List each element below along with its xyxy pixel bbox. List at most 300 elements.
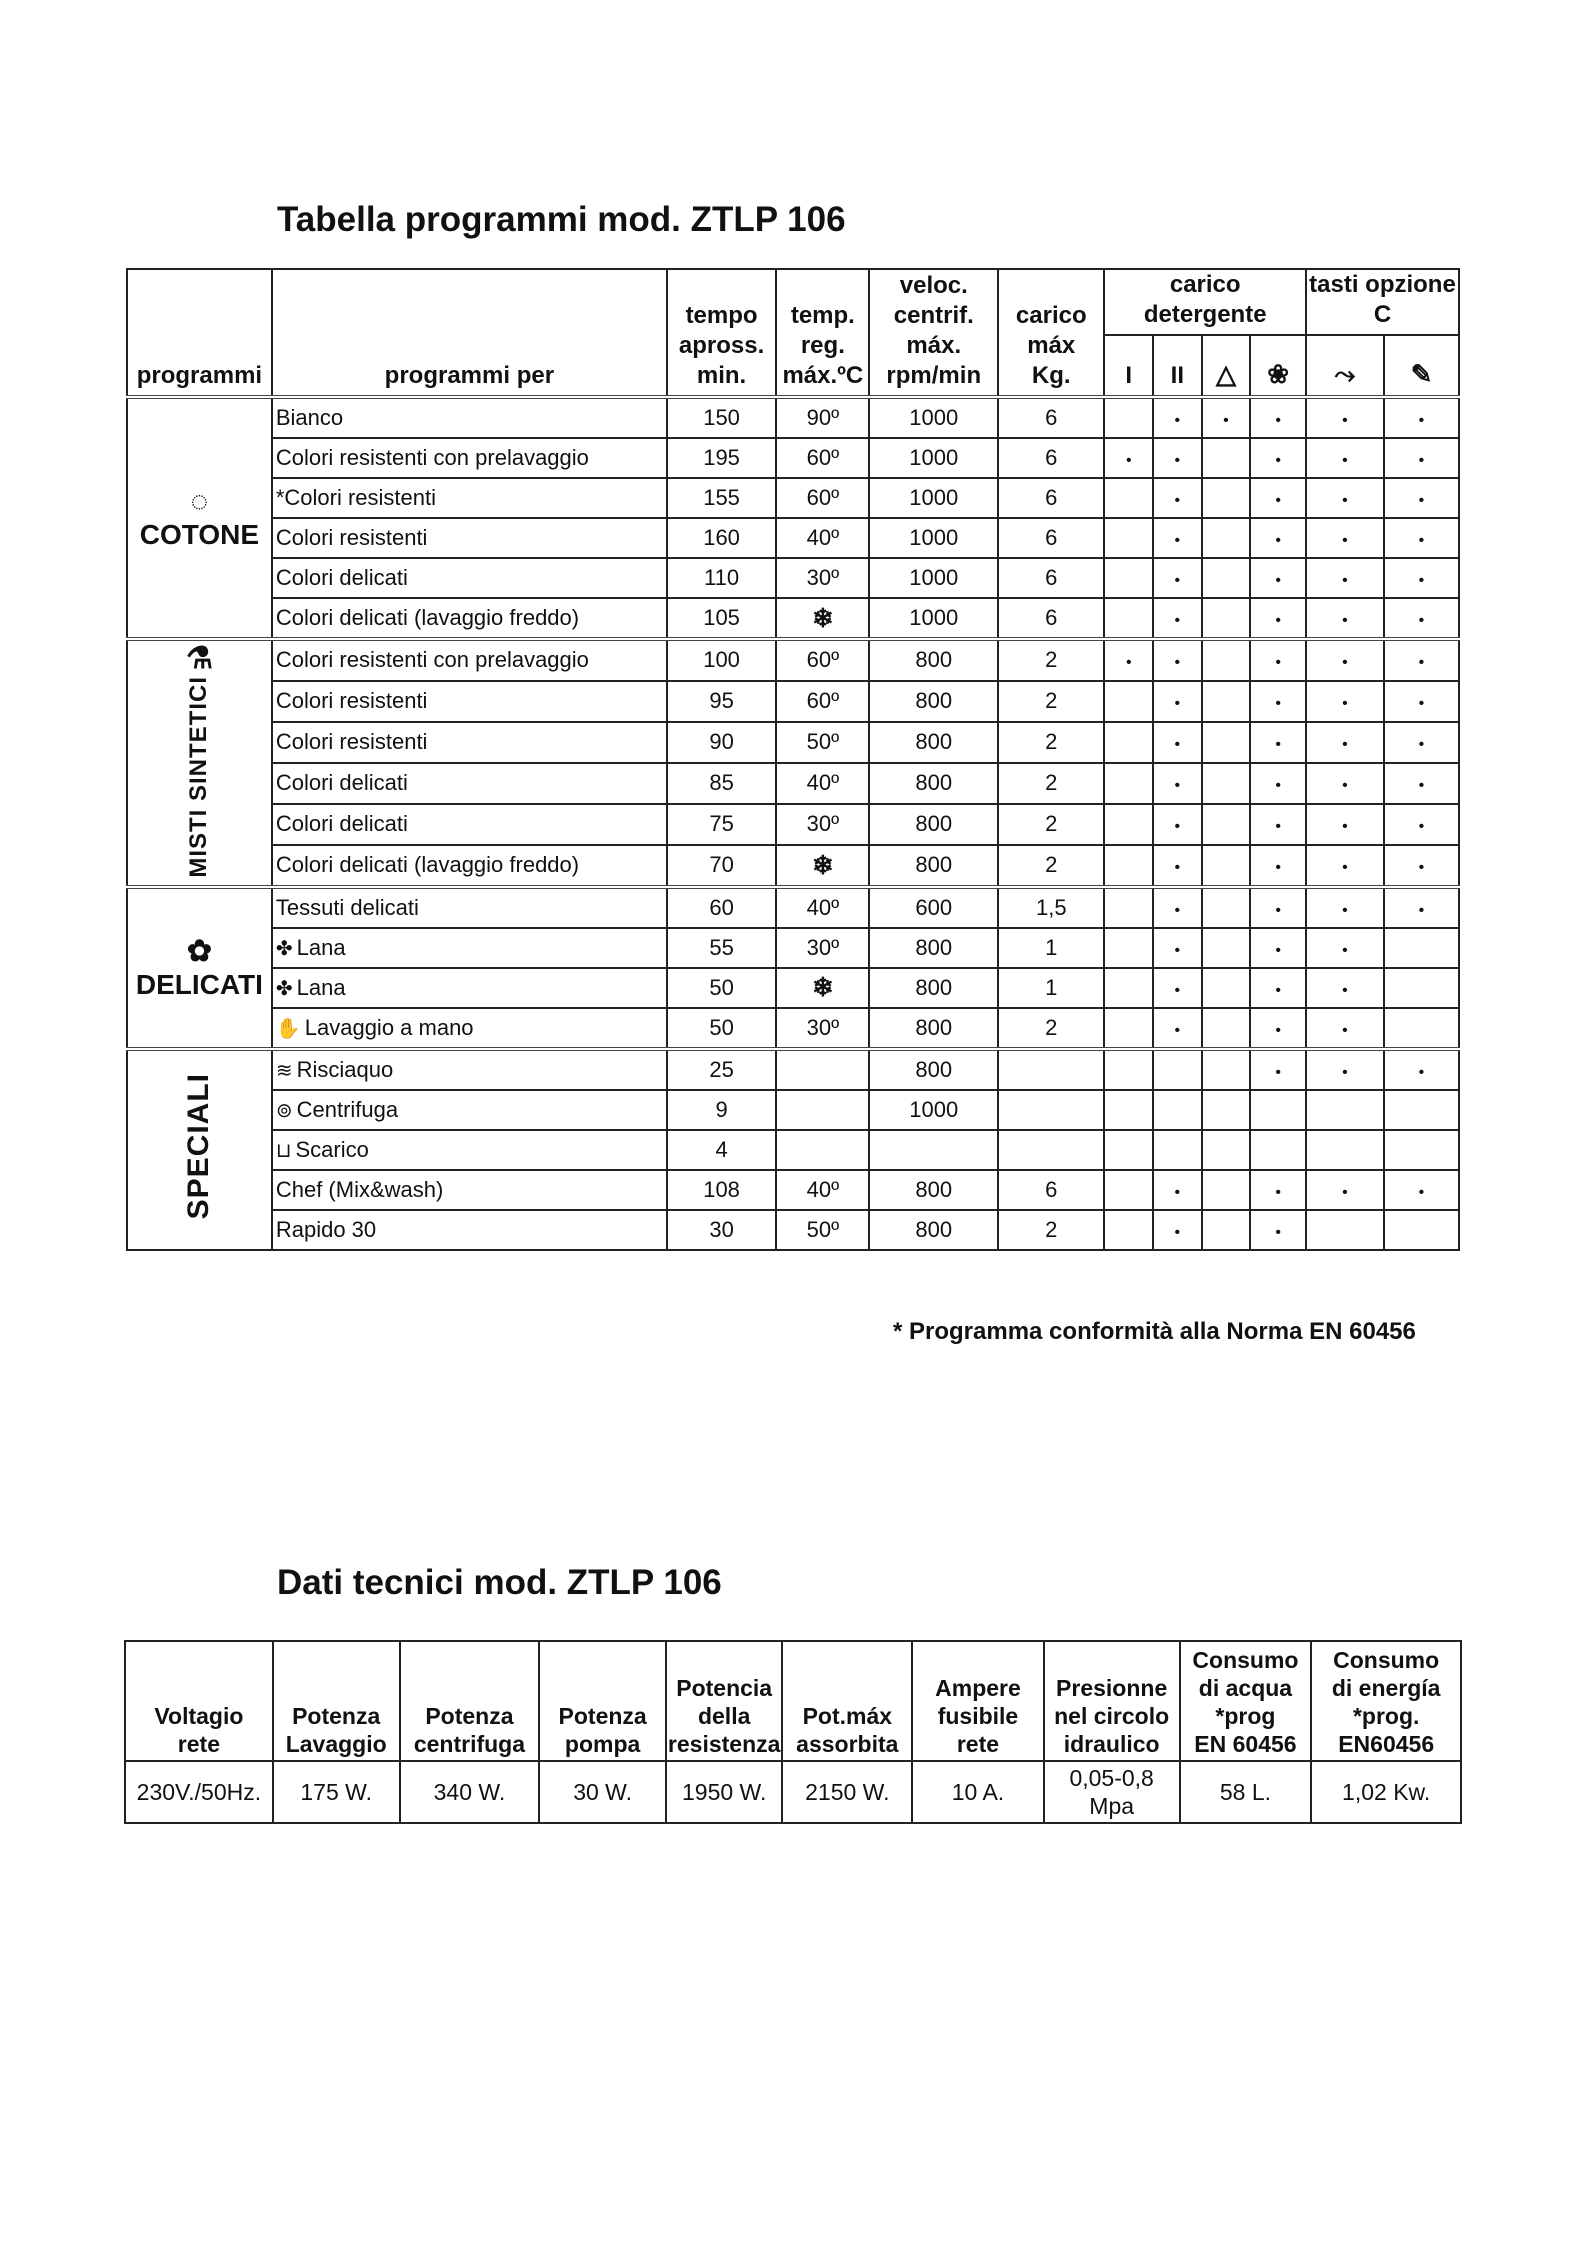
- tech-data-table: [124, 1640, 1462, 1824]
- max-load-cell: 2: [998, 681, 1104, 722]
- opt-rinse-cell: [1384, 518, 1459, 558]
- tech-value: 58 L.: [1180, 1761, 1312, 1823]
- temperature-cell: [776, 598, 869, 639]
- bullet-dot: •: [1174, 901, 1181, 919]
- bullet-dot: •: [1342, 901, 1348, 919]
- temperature-cell: 30º: [776, 558, 869, 598]
- group-label-cell: [127, 887, 272, 1049]
- det-triangle-cell: [1202, 804, 1251, 845]
- det-flower-cell: [1250, 1170, 1306, 1210]
- opt-rinse-cell: [1384, 1170, 1459, 1210]
- group-label: COTONE: [139, 519, 260, 550]
- temperature-cell: 40º: [776, 1170, 869, 1210]
- bullet-dot: •: [1125, 654, 1132, 672]
- det-II-cell: [1153, 722, 1202, 763]
- program-name: Colori resistenti con prelavaggio: [272, 438, 667, 478]
- det-I-cell: [1104, 928, 1153, 968]
- opt-speed-cell: [1306, 558, 1384, 598]
- table-row: [127, 438, 1459, 478]
- snowflake-icon: ❄: [811, 602, 834, 633]
- opt-speed-cell: [1306, 518, 1384, 558]
- det-I-cell: [1104, 887, 1153, 928]
- bullet-dot: •: [1275, 818, 1281, 836]
- opt-rinse-cell: [1384, 1210, 1459, 1250]
- bullet-dot: •: [1418, 654, 1425, 672]
- det-flower-cell: [1250, 639, 1306, 681]
- program-name: Rapido 30: [272, 1210, 667, 1250]
- bullet-dot: •: [1418, 1183, 1425, 1201]
- tech-value: 0,05-0,8 Mpa: [1044, 1761, 1180, 1823]
- det-I-cell: [1104, 804, 1153, 845]
- max-load-cell: 6: [998, 558, 1104, 598]
- max-load-cell: 2: [998, 763, 1104, 804]
- tempo-cell: 160: [667, 518, 776, 558]
- bullet-dot: •: [1418, 859, 1425, 877]
- det-II-cell: [1153, 928, 1202, 968]
- opt-rinse-cell: [1384, 1049, 1459, 1090]
- table-row: [127, 1210, 1459, 1250]
- program-name: *Colori resistenti: [272, 478, 667, 518]
- tempo-cell: 100: [667, 639, 776, 681]
- det-I-cell: [1104, 598, 1153, 639]
- det-I-cell: [1104, 558, 1153, 598]
- det-triangle-cell: [1202, 763, 1251, 804]
- det-II-cell: [1153, 968, 1202, 1008]
- table-row: [127, 518, 1459, 558]
- opt-speed-cell: [1306, 887, 1384, 928]
- tech-header: Presionne nel circolo idraulico: [1044, 1641, 1180, 1761]
- bullet-dot: •: [1418, 532, 1425, 549]
- max-load-cell: 2: [998, 804, 1104, 845]
- program-name: Colori resistenti: [272, 518, 667, 558]
- temperature-cell: 40º: [776, 518, 869, 558]
- header-temp: temp. reg. máx.ºC: [776, 269, 869, 397]
- bullet-dot: •: [1342, 736, 1348, 754]
- table-row: [127, 1170, 1459, 1210]
- bullet-dot: •: [1275, 1223, 1281, 1241]
- bullet-dot: •: [1174, 412, 1181, 429]
- spin-speed-cell: 600: [869, 887, 998, 928]
- tempo-cell: 195: [667, 438, 776, 478]
- det-triangle-cell: [1202, 928, 1251, 968]
- header-tasti-opzione: tasti opzione C: [1306, 269, 1459, 335]
- bullet-dot: •: [1275, 777, 1281, 795]
- header-carico: carico máx Kg.: [998, 269, 1104, 397]
- det-I-cell: [1104, 1210, 1153, 1250]
- opt-speed-cell: [1306, 968, 1384, 1008]
- spin-speed-cell: 800: [869, 1210, 998, 1250]
- spin-speed-cell: 800: [869, 804, 998, 845]
- program-name: Chef (Mix&wash): [272, 1170, 667, 1210]
- bullet-dot: •: [1275, 901, 1281, 919]
- table-row: [127, 928, 1459, 968]
- det-II-cell: [1153, 1090, 1202, 1130]
- triangle-icon: △: [1215, 359, 1236, 389]
- program-name: Colori delicati: [272, 763, 667, 804]
- header-det-II: II: [1153, 335, 1202, 397]
- temperature-cell: 30º: [776, 804, 869, 845]
- max-load-cell: 6: [998, 518, 1104, 558]
- det-I-cell: [1104, 518, 1153, 558]
- tech-header: Potencia della resistenza: [666, 1641, 783, 1761]
- temperature-cell: [776, 968, 869, 1008]
- max-load-cell: 2: [998, 845, 1104, 887]
- bullet-dot: •: [1342, 532, 1348, 549]
- tech-header: Potenza Lavaggio: [273, 1641, 400, 1761]
- program-name: Colori resistenti con prelavaggio: [272, 639, 667, 681]
- spin-speed-cell: 800: [869, 1170, 998, 1210]
- tech-header: Ampere fusibile rete: [912, 1641, 1044, 1761]
- det-I-cell: [1104, 1170, 1153, 1210]
- opt-rinse-cell: [1384, 681, 1459, 722]
- opt-rinse-cell: [1384, 887, 1459, 928]
- max-load-cell: 2: [998, 1008, 1104, 1049]
- bullet-dot: •: [1418, 572, 1425, 589]
- bullet-dot: •: [1275, 572, 1281, 589]
- spin-speed-cell: 800: [869, 681, 998, 722]
- det-triangle-cell: [1202, 887, 1251, 928]
- flower-icon: ❀: [1267, 359, 1290, 389]
- bullet-dot: •: [1275, 695, 1281, 713]
- bullet-dot: •: [1275, 654, 1281, 672]
- det-flower-cell: [1250, 397, 1306, 438]
- program-name: Tessuti delicati: [272, 887, 667, 928]
- bullet-dot: •: [1223, 412, 1229, 429]
- bullet-dot: •: [1275, 1183, 1281, 1201]
- det-triangle-cell: [1202, 681, 1251, 722]
- snowflake-icon: ❄: [811, 972, 834, 1003]
- bullet-dot: •: [1418, 736, 1425, 754]
- drain-icon: ⊔: [275, 1139, 292, 1162]
- det-I-cell: [1104, 968, 1153, 1008]
- opt-speed-cell: [1306, 1090, 1384, 1130]
- bullet-dot: •: [1174, 941, 1181, 959]
- group-label: DELICATI: [135, 969, 263, 1001]
- bullet-dot: •: [1174, 532, 1181, 549]
- tempo-cell: 50: [667, 968, 776, 1008]
- max-load-cell: [998, 1049, 1104, 1090]
- bullet-dot: •: [1174, 1183, 1181, 1201]
- program-name: ✤ Lana: [272, 928, 667, 968]
- bullet-dot: •: [1174, 1021, 1181, 1039]
- det-triangle-cell: [1202, 1210, 1251, 1250]
- det-II-cell: [1153, 478, 1202, 518]
- bullet-dot: •: [1342, 452, 1348, 469]
- rinse-icon: ≋: [275, 1059, 293, 1082]
- opt-speed-cell: [1306, 397, 1384, 438]
- temperature-cell: [776, 845, 869, 887]
- iron-speed-icon: ⤳: [1334, 359, 1356, 389]
- opt-speed-cell: [1306, 639, 1384, 681]
- bullet-dot: •: [1342, 1063, 1348, 1081]
- opt-rinse-cell: [1384, 438, 1459, 478]
- table-row: [127, 845, 1459, 887]
- det-flower-cell: [1250, 438, 1306, 478]
- bullet-dot: •: [1418, 901, 1425, 919]
- tempo-cell: 70: [667, 845, 776, 887]
- tempo-cell: 9: [667, 1090, 776, 1130]
- opt-speed-cell: [1306, 1130, 1384, 1170]
- bullet-dot: •: [1342, 941, 1348, 959]
- bullet-dot: •: [1174, 452, 1181, 469]
- spin-speed-cell: 800: [869, 968, 998, 1008]
- spin-speed-cell: 1000: [869, 1090, 998, 1130]
- program-name: Bianco: [272, 397, 667, 438]
- opt-rinse-cell: [1384, 722, 1459, 763]
- bullet-dot: •: [1275, 1021, 1281, 1039]
- det-triangle-cell: [1202, 598, 1251, 639]
- bullet-dot: •: [1174, 695, 1181, 713]
- max-load-cell: 6: [998, 478, 1104, 518]
- bullet-dot: •: [1174, 492, 1181, 509]
- program-name: Colori delicati (lavaggio freddo): [272, 845, 667, 887]
- handwash-icon: ✋: [275, 1017, 301, 1040]
- det-I-cell: [1104, 681, 1153, 722]
- bullet-dot: •: [1275, 1063, 1281, 1081]
- spin-speed-cell: 1000: [869, 598, 998, 639]
- det-triangle-cell: [1202, 558, 1251, 598]
- det-flower-cell: [1250, 887, 1306, 928]
- bullet-dot: •: [1418, 612, 1425, 629]
- spin-speed-cell: 800: [869, 1049, 998, 1090]
- tech-header: Potenza pompa: [539, 1641, 666, 1761]
- det-I-cell: [1104, 639, 1153, 681]
- header-veloc: veloc. centrif. máx. rpm/min: [869, 269, 998, 397]
- group-label: SPECIALI: [182, 1072, 216, 1220]
- opt-rinse-cell: [1384, 598, 1459, 639]
- det-I-cell: [1104, 1049, 1153, 1090]
- bullet-dot: •: [1174, 612, 1181, 629]
- det-II-cell: [1153, 887, 1202, 928]
- det-triangle-cell: [1202, 1170, 1251, 1210]
- spin-speed-cell: 800: [869, 1008, 998, 1049]
- opt-speed-cell: [1306, 1210, 1384, 1250]
- tempo-cell: 60: [667, 887, 776, 928]
- bullet-dot: •: [1174, 818, 1181, 836]
- tempo-cell: 4: [667, 1130, 776, 1170]
- table-row: [127, 558, 1459, 598]
- det-triangle-cell: [1202, 845, 1251, 887]
- det-flower-cell: [1250, 598, 1306, 639]
- det-triangle-cell: [1202, 438, 1251, 478]
- bullet-dot: •: [1275, 492, 1281, 509]
- tech-value: 1,02 Kw.: [1311, 1761, 1461, 1823]
- max-load-cell: 2: [998, 639, 1104, 681]
- temperature-cell: 90º: [776, 397, 869, 438]
- table-row: [127, 804, 1459, 845]
- det-flower-cell: [1250, 928, 1306, 968]
- bullet-dot: •: [1275, 859, 1281, 877]
- max-load-cell: [998, 1130, 1104, 1170]
- tech-value: 30 W.: [539, 1761, 666, 1823]
- tempo-cell: 50: [667, 1008, 776, 1049]
- spin-speed-cell: 800: [869, 722, 998, 763]
- bullet-dot: •: [1275, 532, 1281, 549]
- opt-speed-cell: [1306, 763, 1384, 804]
- max-load-cell: 6: [998, 598, 1104, 639]
- group-label-cell: [127, 639, 272, 887]
- spin-speed-cell: 1000: [869, 438, 998, 478]
- group-label-cell: [127, 397, 272, 639]
- det-triangle-cell: [1202, 478, 1251, 518]
- temperature-cell: 60º: [776, 639, 869, 681]
- bullet-dot: •: [1342, 859, 1348, 877]
- tempo-cell: 155: [667, 478, 776, 518]
- table-row: [127, 1008, 1459, 1049]
- det-I-cell: [1104, 722, 1153, 763]
- temperature-cell: 60º: [776, 438, 869, 478]
- bullet-dot: •: [1418, 1063, 1425, 1081]
- wool-icon: ✤: [275, 937, 293, 960]
- table-row: [127, 1090, 1459, 1130]
- table-row: [127, 397, 1459, 438]
- det-flower-cell: [1250, 518, 1306, 558]
- bullet-dot: •: [1125, 452, 1132, 469]
- det-flower-cell: [1250, 763, 1306, 804]
- spin-speed-cell: [869, 1130, 998, 1170]
- spin-speed-cell: 800: [869, 845, 998, 887]
- det-II-cell: [1153, 1008, 1202, 1049]
- bullet-dot: •: [1418, 492, 1425, 509]
- bullet-dot: •: [1342, 1021, 1348, 1039]
- det-triangle-cell: [1202, 1008, 1251, 1049]
- spin-icon: ⊚: [275, 1099, 293, 1122]
- max-load-cell: [998, 1090, 1104, 1130]
- det-II-cell: [1153, 845, 1202, 887]
- det-triangle-cell: [1202, 639, 1251, 681]
- det-I-cell: [1104, 478, 1153, 518]
- det-II-cell: [1153, 681, 1202, 722]
- tech-header: Voltagio rete: [125, 1641, 273, 1761]
- det-II-cell: [1153, 438, 1202, 478]
- bullet-dot: •: [1342, 1183, 1348, 1201]
- tech-header: Consumo di energía *prog. EN60456: [1311, 1641, 1461, 1761]
- det-triangle-cell: [1202, 1130, 1251, 1170]
- det-flower-cell: [1250, 1049, 1306, 1090]
- tempo-cell: 150: [667, 397, 776, 438]
- spin-speed-cell: 800: [869, 763, 998, 804]
- tech-header: Pot.máx assorbita: [782, 1641, 912, 1761]
- cotton-icon: ◌: [190, 485, 209, 518]
- tech-value: 2150 W.: [782, 1761, 912, 1823]
- bullet-dot: •: [1174, 654, 1181, 672]
- spin-speed-cell: 1000: [869, 478, 998, 518]
- det-flower-cell: [1250, 804, 1306, 845]
- opt-rinse-cell: [1384, 845, 1459, 887]
- bullet-dot: •: [1342, 412, 1348, 429]
- det-II-cell: [1153, 397, 1202, 438]
- det-I-cell: [1104, 1130, 1153, 1170]
- opt-speed-cell: [1306, 681, 1384, 722]
- opt-rinse-cell: [1384, 804, 1459, 845]
- bullet-dot: •: [1174, 859, 1181, 877]
- det-II-cell: [1153, 1130, 1202, 1170]
- tech-value: 340 W.: [400, 1761, 540, 1823]
- opt-rinse-cell: [1384, 478, 1459, 518]
- opt-rinse-cell: [1384, 639, 1459, 681]
- opt-speed-cell: [1306, 438, 1384, 478]
- max-load-cell: 1: [998, 928, 1104, 968]
- synthetic-icon: ⚗: [185, 642, 213, 675]
- wool-icon: ✤: [275, 977, 293, 1000]
- group-label-cell: [127, 1049, 272, 1250]
- det-flower-cell: [1250, 681, 1306, 722]
- header-programmi-per: programmi per: [272, 269, 667, 397]
- opt-speed-cell: [1306, 722, 1384, 763]
- opt-rinse-cell: [1384, 968, 1459, 1008]
- det-II-cell: [1153, 804, 1202, 845]
- det-I-cell: [1104, 397, 1153, 438]
- spin-speed-cell: 800: [869, 639, 998, 681]
- max-load-cell: 6: [998, 397, 1104, 438]
- opt-rinse-cell: [1384, 1130, 1459, 1170]
- opt-rinse-cell: [1384, 1090, 1459, 1130]
- program-name: ✋ Lavaggio a mano: [272, 1008, 667, 1049]
- det-II-cell: [1153, 518, 1202, 558]
- det-flower-cell: [1250, 478, 1306, 518]
- det-II-cell: [1153, 598, 1202, 639]
- opt-rinse-cell: [1384, 1008, 1459, 1049]
- tech-value: 230V./50Hz.: [125, 1761, 273, 1823]
- max-load-cell: 2: [998, 1210, 1104, 1250]
- opt-rinse-cell: [1384, 763, 1459, 804]
- table-row: [127, 639, 1459, 681]
- extra-rinse-icon: ✎: [1410, 359, 1433, 389]
- spin-speed-cell: 1000: [869, 518, 998, 558]
- max-load-cell: 1: [998, 968, 1104, 1008]
- det-flower-cell: [1250, 1130, 1306, 1170]
- table-row: [127, 887, 1459, 928]
- tech-value: 175 W.: [273, 1761, 400, 1823]
- bullet-dot: •: [1174, 777, 1181, 795]
- det-flower-cell: [1250, 968, 1306, 1008]
- bullet-dot: •: [1275, 452, 1281, 469]
- det-I-cell: [1104, 438, 1153, 478]
- det-flower-cell: [1250, 722, 1306, 763]
- bullet-dot: •: [1418, 818, 1425, 836]
- opt-rinse-cell: [1384, 558, 1459, 598]
- tech-value: 10 A.: [912, 1761, 1044, 1823]
- bullet-dot: •: [1275, 941, 1281, 959]
- det-triangle-cell: [1202, 518, 1251, 558]
- bullet-dot: •: [1342, 612, 1348, 629]
- det-flower-cell: [1250, 1210, 1306, 1250]
- tempo-cell: 55: [667, 928, 776, 968]
- opt-speed-cell: [1306, 1049, 1384, 1090]
- bullet-dot: •: [1174, 981, 1181, 999]
- opt-speed-cell: [1306, 804, 1384, 845]
- tempo-cell: 108: [667, 1170, 776, 1210]
- bullet-dot: •: [1275, 612, 1281, 629]
- tempo-cell: 85: [667, 763, 776, 804]
- header-tempo: tempo apross. min.: [667, 269, 776, 397]
- opt-speed-cell: [1306, 928, 1384, 968]
- opt-speed-cell: [1306, 845, 1384, 887]
- det-I-cell: [1104, 845, 1153, 887]
- tempo-cell: 105: [667, 598, 776, 639]
- program-name: Colori delicati: [272, 804, 667, 845]
- bullet-dot: •: [1174, 1223, 1181, 1241]
- tempo-cell: 95: [667, 681, 776, 722]
- det-II-cell: [1153, 1210, 1202, 1250]
- tech-header: Potenza centrifuga: [400, 1641, 540, 1761]
- bullet-dot: •: [1418, 412, 1425, 429]
- program-name: Colori resistenti: [272, 681, 667, 722]
- bullet-dot: •: [1174, 736, 1181, 754]
- spin-speed-cell: 1000: [869, 558, 998, 598]
- max-load-cell: 1,5: [998, 887, 1104, 928]
- bullet-dot: •: [1275, 736, 1281, 754]
